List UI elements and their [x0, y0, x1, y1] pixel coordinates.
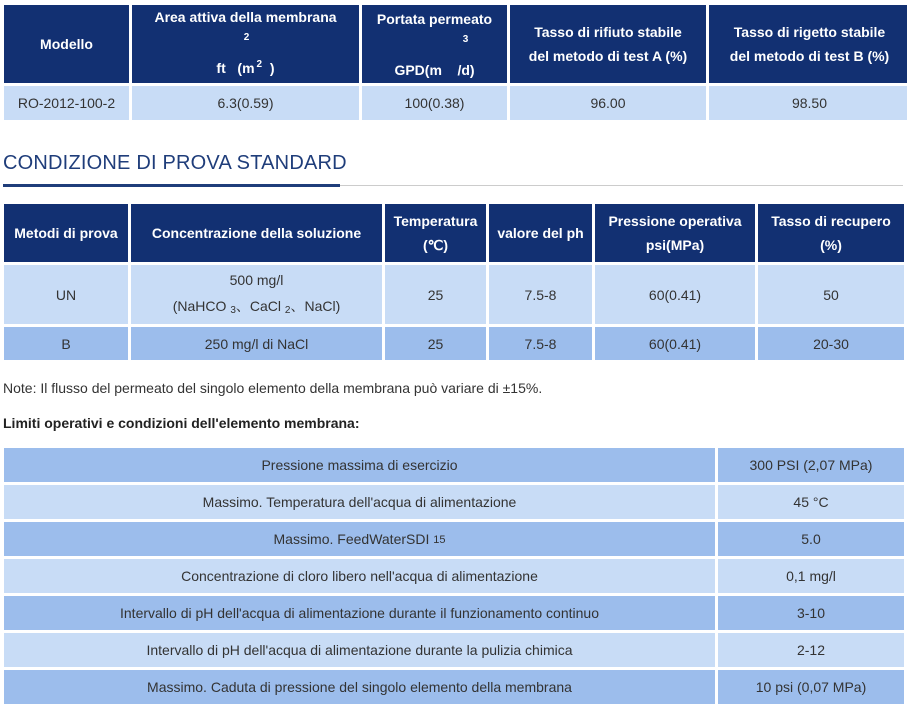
cell-rejection-b: 98.50	[709, 86, 907, 120]
limit-value: 45 °C	[718, 485, 904, 519]
limit-value: 10 psi (0,07 MPa)	[718, 670, 904, 704]
cell-active-area: 6.3(0.59)	[132, 86, 359, 120]
limit-label: Intervallo di pH dell'acqua di alimentazione durante la pulizia chimica	[4, 633, 715, 667]
cell-temperature: 25	[385, 265, 486, 324]
header-recovery-rate: Tasso di recupero (%)	[758, 204, 904, 262]
header-temperature: Temperatura (℃)	[385, 204, 486, 262]
limit-row	[4, 522, 904, 556]
limit-label: Pressione massima di esercizio	[4, 448, 715, 482]
header-active-area	[132, 5, 359, 83]
limit-row	[4, 448, 904, 482]
cell-solution-concentration: 500 mg/l (NaHCO 3、CaCl 2、NaCl)	[131, 265, 382, 324]
flow-variation-note: Note: Il flusso del permeato del singolo elemento della membrana può variare di ±15%.	[3, 380, 543, 396]
cell-ph-value: 7.5-8	[489, 265, 592, 324]
limit-row	[4, 485, 904, 519]
limit-value: 3-10	[718, 596, 904, 630]
heading-underline	[3, 184, 340, 187]
cell-operating-pressure: 60(0.41)	[595, 327, 755, 360]
header-permeate-flow-title: Portata permeato	[376, 10, 493, 27]
cell-permeate-flow: 100(0.38)	[362, 86, 507, 120]
header-rejection-b: Tasso di rigetto stabile del metodo di test B (%)	[709, 5, 907, 83]
header-test-method: Metodi di prova	[4, 204, 128, 262]
header-permeate-flow-unit: $^3$ GPD(m /d)	[394, 33, 475, 78]
header-permeate-flow	[362, 5, 507, 83]
cell-recovery-rate: 20-30	[758, 327, 904, 360]
limit-row	[4, 596, 904, 630]
limit-value: 300 PSI (2,07 MPa)	[718, 448, 904, 482]
cell-test-method: UN	[4, 265, 128, 324]
header-solution-concentration: Concentrazione della soluzione	[131, 204, 382, 262]
limit-row	[4, 633, 904, 667]
cell-rejection-a: 96.00	[510, 86, 706, 120]
limit-value: 5.0	[718, 522, 904, 556]
limit-value: 0,1 mg/l	[718, 559, 904, 593]
limit-row	[4, 670, 904, 704]
cell-solution-concentration: 250 mg/l di NaCl	[131, 327, 382, 360]
cell-recovery-rate: 50	[758, 265, 904, 324]
conditions-header-row	[4, 204, 904, 262]
operating-limits-table	[1, 445, 907, 707]
limit-label: Concentrazione di cloro libero nell'acqua di alimentazione	[4, 559, 715, 593]
limit-label: Massimo. Caduta di pressione del singolo elemento della membrana	[4, 670, 715, 704]
limits-title: Limiti operativi e condizioni dell'elemento membrana:	[3, 415, 360, 431]
section-heading: CONDIZIONE DI PROVA STANDARD	[3, 152, 347, 174]
limit-label: Massimo. FeedWaterSDI 15	[4, 522, 715, 556]
cell-model: RO-2012-100-2	[4, 86, 129, 120]
header-active-area-unit: $^2$ ft (m $^2$ )	[216, 32, 275, 76]
header-model: Modello	[4, 5, 129, 83]
membrane-spec-table	[1, 2, 907, 123]
cell-ph-value: 7.5-8	[489, 327, 592, 360]
spec-data-row	[4, 86, 907, 120]
cell-temperature: 25	[385, 327, 486, 360]
cell-operating-pressure: 60(0.41)	[595, 265, 755, 324]
header-active-area-title: Area attiva della membrana	[154, 9, 337, 25]
test-conditions-table	[1, 201, 907, 363]
limit-row	[4, 559, 904, 593]
limit-label: Intervallo di pH dell'acqua di alimentazione durante il funzionamento continuo	[4, 596, 715, 630]
header-rejection-a: Tasso di rifiuto stabile del metodo di test A (%)	[510, 5, 706, 83]
spec-header-row	[4, 5, 907, 83]
header-operating-pressure: Pressione operativa psi(MPa)	[595, 204, 755, 262]
limit-value: 2-12	[718, 633, 904, 667]
conditions-row	[4, 327, 904, 360]
header-ph-value: valore del ph	[489, 204, 592, 262]
limit-label: Massimo. Temperatura dell'acqua di alimentazione	[4, 485, 715, 519]
cell-test-method: B	[4, 327, 128, 360]
conditions-row	[4, 265, 904, 324]
